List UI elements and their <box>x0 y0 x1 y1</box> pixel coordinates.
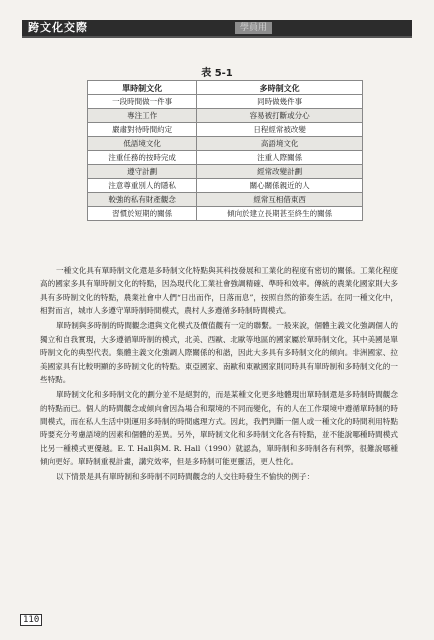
table-cell: 容易被打斷或分心 <box>197 109 363 123</box>
table-cell: 傾向於建立長期甚至終生的關係 <box>197 207 363 221</box>
paragraph: 以下情景是具有單時制和多時制不同時間觀念的人交往時發生不愉快的例子： <box>56 472 315 482</box>
table-cell: 同時做幾件事 <box>197 95 363 109</box>
comparison-table <box>87 80 363 221</box>
table-header-row <box>88 81 363 95</box>
table-cell: 經常改變計劃 <box>197 165 363 179</box>
table-row <box>88 165 363 179</box>
table-row <box>88 207 363 221</box>
body-text <box>40 264 398 485</box>
table-cell: 習慣於短期的關係 <box>88 207 197 221</box>
book-title: 跨文化交際 <box>28 21 88 34</box>
table-cell: 日程經常被改變 <box>197 123 363 137</box>
table-row <box>88 151 363 165</box>
page-number: 110 <box>20 614 42 626</box>
table-cell: 注重人際關係 <box>197 151 363 165</box>
table-cell: 遵守計劃 <box>88 165 197 179</box>
paragraph: 一種文化具有單時制文化還是多時制文化特點與其科技發展和工業化的程度有密切的關係。工業化程度高的國家多具有單時制文化的特點，因為現代化工業社會強調精確、準時和效率。傳統的農業化國家則大多具有多時制文化的特點，農業社會中人們“日出而作，日落而息”，按照自然的節奏生活。在同一種文化中，相對而言，城市人多遵守單時制時間模式，農村人多遵循多時制時間模式。 <box>40 266 398 316</box>
table-row <box>88 137 363 151</box>
table-cell: 一段時間做一件事 <box>88 95 197 109</box>
paragraph: 單時制與多時制的時間觀念還與文化模式及價值觀有一定的聯繫。一般來說，個體主義文化強調個人的獨立和自我實現，大多遵循單時制的模式，北美、西歐、北歐等地區的國家屬於單時制文化，其中美國是單時制文化的典型代表。集體主義文化強調人際關係的和諧，因此大多具有多時制文化的傾向。非洲國家、拉美國家具有比較明顯的多時制文化的特點。東亞國家、南歐和東歐國家則同時具有單時制和多時制文化的一些特點。 <box>40 321 398 385</box>
table-cell: 低語境文化 <box>88 137 197 151</box>
table-row <box>88 123 363 137</box>
table-cell: 經常互相借東西 <box>197 193 363 207</box>
paragraph: 單時制文化和多時制文化的劃分並不是絕對的，而是某種文化更多地體現出單時制還是多時制時間觀念的特點而已。個人的時間觀念或傾向會因為場合和環境的不同而變化，有的人在工作環境中遵循單時制的時間模式，而在私人生活中則運用多時制的時間處理方式。因此，我們判斷一個人或一種文化的時間利用特點時要充分考慮語境的因素和個體的差異。另外，單時制文化和多時制文化各有特點，並不能說哪種時間模式比另一種模式更優越。E. T. Hall與M. R. Hall（1990）就認為，單時制和多時制各有利弊，很難說哪種傾向更好。單時制重視計畫，講究效率，但是多時制可能更靈活，更人性化。 <box>40 390 398 467</box>
table-cell: 嚴肅對待時間約定 <box>88 123 197 137</box>
table-row <box>88 109 363 123</box>
table-cell: 注重任務的按時完成 <box>88 151 197 165</box>
column-header-monochronic: 單時制文化 <box>88 81 197 95</box>
table-cell: 高語境文化 <box>197 137 363 151</box>
table-cell: 較強的私有財產觀念 <box>88 193 197 207</box>
header-tab-label: 學員用 <box>235 22 272 34</box>
running-header <box>22 20 412 38</box>
table-row <box>88 193 363 207</box>
column-header-polychronic: 多時制文化 <box>197 81 363 95</box>
table-row <box>88 95 363 109</box>
table-cell: 關心關係親近的人 <box>197 179 363 193</box>
table-cell: 專注工作 <box>88 109 197 123</box>
table-row <box>88 179 363 193</box>
table-cell: 注意尊重別人的隱私 <box>88 179 197 193</box>
table-caption: 表 5-1 <box>201 68 233 79</box>
